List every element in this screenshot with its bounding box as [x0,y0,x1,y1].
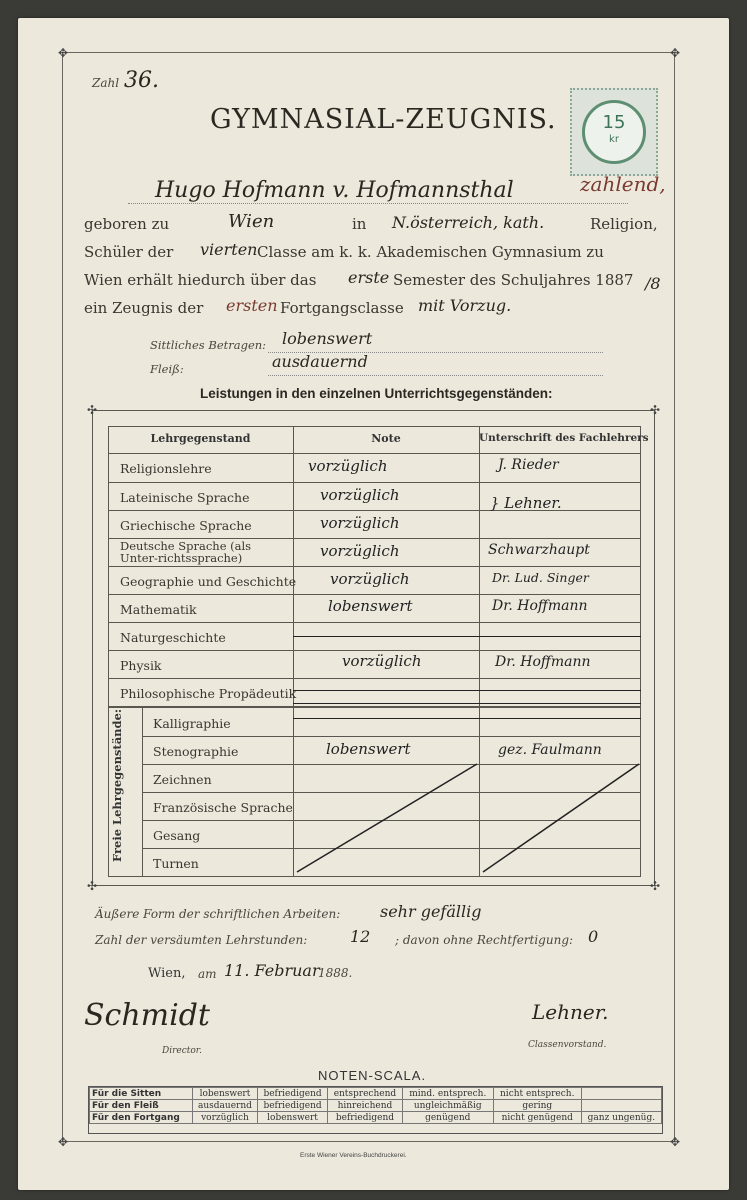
subject-label: Physik [120,658,162,673]
certificate-class-label: ein Zeugnis der [84,299,204,317]
scale-value: entsprechend [328,1088,403,1100]
class-value: vierten [200,240,258,259]
scale-row-label: Für den Fortgang [90,1112,193,1124]
name-underline [128,203,628,204]
header-subject: Lehrgegenstand [150,432,251,445]
receives-text: Wien erhält hiedurch über das [84,271,317,289]
pupil-label: Schüler der [84,243,174,261]
scale-value: nicht genügend [493,1112,581,1124]
grade-value: vorzüglich [330,570,410,588]
school-year-text: Semester des Schuljahres 1887 [393,271,634,289]
subject-label: Philosophische Propädeutik [120,686,297,701]
corner-ornament: ✥ [669,1135,681,1149]
revenue-stamp [570,88,658,176]
corner-ornament: ✥ [57,1135,69,1149]
scale-value: ungleichmäßig [402,1100,493,1112]
school-text: Classe am k. k. Akademischen Gymnasium zu [257,243,604,261]
teacher-signature: Dr. Lud. Singer [492,570,589,585]
date-prefix: am [198,967,217,981]
corner-ornament: ✥ [57,46,69,60]
teacher-signature: Dr. Hoffmann [495,654,591,670]
class-teacher-label: Classenvorstand. [528,1040,607,1050]
cancellation-strokes [293,760,641,877]
absence-label: Zahl der versäumten Lehrstunden: [95,933,308,947]
free-subject-label: Gesang [153,828,201,843]
semester-value: erste [348,268,390,287]
progress-class-text: Fortgangsclasse [280,299,404,317]
class-teacher-signature: Lehner. [532,1000,609,1024]
printer-imprint: Erste Wiener Vereins-Buchdruckerei. [300,1152,407,1159]
teacher-signature: Schwarzhaupt [488,542,590,558]
scale-value: befriedigend [258,1100,328,1112]
scale-value: befriedigend [328,1112,403,1124]
grade-value: vorzüglich [308,457,388,475]
diligence-value: ausdauernd [272,352,368,371]
scale-value: ausdauernd [192,1100,257,1112]
grade-value: vorzüglich [320,514,400,532]
subject-label: Religionslehre [120,461,212,476]
free-subject-label: Zeichnen [153,772,212,787]
place: Wien, [148,966,186,981]
subject-label: Mathematik [120,602,197,617]
religion-label: Religion, [590,215,658,233]
scale-value: lobenswert [258,1112,328,1124]
grade-value: lobenswert [326,740,411,758]
scale-row [90,1088,662,1100]
progress-class-value: ersten [226,296,278,315]
grade-value: vorzüglich [320,486,400,504]
scale-value: mind. entsprech. [402,1088,493,1100]
scale-value: gering [493,1100,581,1112]
corner-ornament: ✥ [669,46,681,60]
absence-value: 12 [350,927,371,946]
unexcused-value: 0 [588,927,599,946]
header-teacher-signature: Unterschrift des Fachlehrers [479,432,649,444]
scale-table [89,1087,662,1124]
free-subject-label: Kalligraphie [153,716,231,731]
date-value: 11. Februar [224,961,320,980]
diligence-label: Fleiß: [150,362,184,376]
scale-title: NOTEN-SCALA. [318,1068,427,1083]
header-grade: Note [371,432,401,445]
subject-label: Griechische Sprache [120,518,252,533]
written-form-label: Äußere Form der schriftlichen Arbeiten: [95,907,341,921]
birthplace: Wien [228,211,275,232]
teacher-signature: J. Rieder [498,457,559,473]
corner-ornament: ✣ [86,879,98,893]
scale-value: ganz ungenüg. [581,1112,661,1124]
subject-label: Naturgeschichte [120,630,226,645]
scale-row-label: Für die Sitten [90,1088,193,1100]
subject-label: Geographie und Geschichte [120,574,297,589]
born-label: geboren zu [84,215,170,233]
diligence-underline [268,375,603,376]
number-label: Zahl [92,76,120,90]
grading-scale [88,1086,663,1134]
grade-value: lobenswert [328,597,413,615]
corner-ornament: ✣ [649,403,661,417]
corner-ornament: ✣ [649,879,661,893]
scale-value: nicht entsprech. [493,1088,581,1100]
scale-row-label: Für den Fleiß [90,1100,193,1112]
free-subject-label: Stenographie [153,744,239,759]
director-signature: Schmidt [84,998,210,1033]
free-subject-label: Französische Sprache [153,800,293,815]
conduct-value: lobenswert [282,329,373,348]
year: 1888. [318,966,353,980]
scale-row [90,1112,662,1124]
scale-value [581,1088,661,1100]
scale-value: vorzüglich [192,1112,257,1124]
corner-ornament: ✣ [86,403,98,417]
teacher-signature: } Lehner. [490,494,562,512]
free-subject-label: Turnen [153,856,199,871]
stamp-unit: kr [609,134,619,145]
director-label: Director. [162,1046,202,1056]
student-name: Hugo Hofmann v. Hofmannsthal [155,178,514,203]
scale-value: lobenswert [192,1088,257,1100]
payment-note: zahlend, [580,172,666,196]
subject-label: Lateinische Sprache [120,490,250,505]
scale-value: genügend [402,1112,493,1124]
section-heading: Leistungen in den einzelnen Unterrichtsgegenständen: [200,386,553,401]
conduct-label: Sittliches Betragen: [150,338,267,352]
subject-label: Deutsche Sprache (als Unter-richtssprache) [120,539,252,565]
teacher-signature: Dr. Hoffmann [492,598,588,614]
region-value: N.österreich, kath. [392,213,545,232]
document-title: GYMNASIAL-ZEUGNIS. [210,104,557,135]
school-year-suffix: /8 [645,274,661,293]
stamp-value: 15 [602,112,626,133]
in-label: in [352,215,367,233]
teacher-signature: gez. Faulmann [498,742,602,758]
grade-value: vorzüglich [320,542,400,560]
scale-value: hinreichend [328,1100,403,1112]
free-subjects-label: Freie Lehrgegenstände: [110,708,124,862]
scale-value [581,1100,661,1112]
unexcused-label: ; davon ohne Rechtfertigung: [395,933,574,947]
distinction-value: mit Vorzug. [418,296,512,315]
number-value: 36. [124,68,159,93]
scale-row [90,1100,662,1112]
scale-value: befriedigend [258,1088,328,1100]
written-form-value: sehr gefällig [380,902,482,921]
grade-value: vorzüglich [342,652,422,670]
